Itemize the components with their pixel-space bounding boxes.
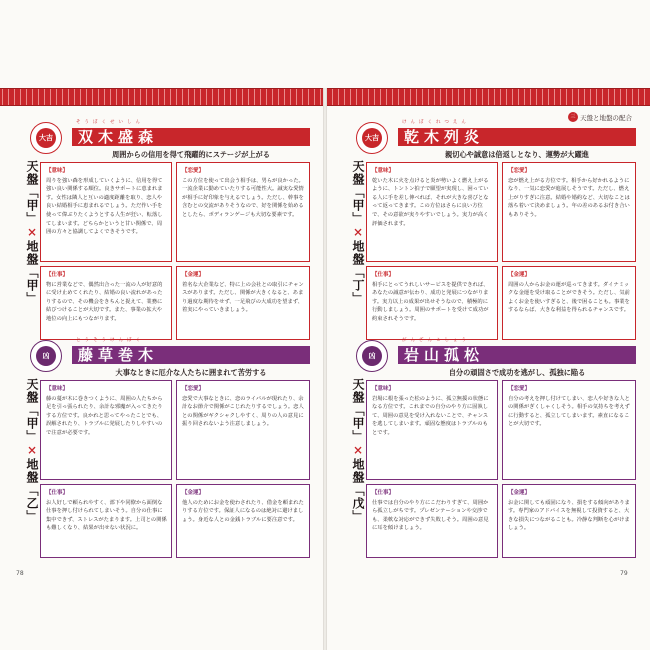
block-title: 双木盛森 [78,128,159,146]
page-number-left: 78 [16,570,24,577]
block-subtitle: 自分の頑固さで成功を逃がし、孤独に陥る [448,368,586,377]
vertical-combination: 天盤「甲」×地盤「甲」 [25,160,39,305]
running-title: 天盤と地盤の配合 [580,113,632,122]
section-love: 【恋愛】 自分の考えを押し付けてしまい、恋人や好きな人との関係がぎくしゃくしそう。相手の気持ちを考えずに行動すると、孤立してしまいます。素直になることが大切です。 [502,380,636,480]
fortune-block-sobokuseishin [14,120,310,345]
section-love: 【恋愛】 この方位を使って出会う相手は、男らが良かった。一流企業に勤めていたりする可能性大。誠実な愛情が相手に好印象を与えるでしょう。ただし、幹事を含むとの交流がありそうなので、好を関係を始めるとしたら、ボディランゲージも大切な要素です。 [176,162,310,262]
section-meaning: 【意味】 周りを強い森を形成していくように、信用を得て強い良い関係する順位。良きサポートに恵まれます。女性は隣人と互いの適度距離を取り、恋人や良い結婚相手に恵まれるでしょう。ただ作い手を使って偉ぶりたくようとする人生が狂い、転落してしまいます。どちらかというと甘い関係で、周囲の方々と協調してよくできそうです。 [40,162,172,262]
section-money: 【金運】 お金に関しても頑固になり、損をする傾向があります。専門家のアドバイスを無視して投資すると、大きな損失につながることも。冷静な判断を心がけましょう。 [502,484,636,558]
block-title: 藤草巻木 [78,346,159,364]
fortune-block-kenbokuretsuen [340,120,636,345]
section-money: 【金運】 周囲の人からお金の運が巡ってきます。ダイナミックな金運を受け取ることができそう。ただし、気前よくお金を使いすぎると、後で困ることも。事業をするならば、大きな利益を得られるチャンスです。 [502,266,636,340]
section-money: 【金運】 着名な大企業など、特に上の会社との取引にチャンスがあります。ただし、関係が大きくなると、あまり過度な期待をせず、一足飛びの大成功を望まず、着実にやっていきましょう。 [176,266,310,340]
fortune-badge: 凶 [24,338,68,378]
fortune-badge: 大吉 [24,120,68,160]
section-love: 【恋愛】 恋が燃え上がる方位です。相手から好かれるようになり、一気に恋愛が進展しそうです。ただし、燃え上がりすぎに注意。結婚や婚約など、大切なことは落ち着いて決めましょう。年の差のあるお付き合いもありそう。 [502,162,636,262]
block-subtitle: 周囲からの信用を得て飛躍的にステージが上がる [112,150,270,159]
section-money: 【金運】 他人のためにお金を使わされたり、借金を頼まれたりする方位です。保証人になるのは絶対に避けましょう。身近な人との金銭トラブルに要注意です。 [176,484,310,558]
fortune-badge: 凶 [350,338,394,378]
section-meaning: 【意味】 藤の蔓が木に巻きつくように、周囲の人たちから足を引っ張られたり、余計な邪魔が入ってきたりする方位です。良かれと思ってやったことでも、誤解されたり、トラブルに発展したりしやすいので注意が必要です。 [40,380,172,480]
section-love: 【恋愛】 恋愛で大事なときに、恋のライバルが現れたり、余計なお節介で関係がこじれたりするでしょう。恋人との関係がギクシャクしやすく、周りの人の意見に振り回されないよう注意しましょう。 [176,380,310,480]
fortune-block-tousoukenboku [14,338,310,563]
fortune-badge: 大吉 [350,120,394,160]
vertical-combination: 天盤「甲」×地盤「乙」 [25,378,39,523]
title-ruby: とうそうけんぼく [76,338,144,343]
chapter-number-badge: 三 [568,112,578,122]
block-subtitle: 親切心や誠意は倍返しとなり、運勢が大躍進 [445,150,589,159]
section-work: 【仕事】 仕事では自分のやり方にこだわりすぎて、周囲から孤立しがちです。プレゼンテーションや交渉でも、柔軟な対応ができず失敗しそう。周囲の意見に耳を傾けましょう。 [366,484,498,558]
block-title: 乾木列炎 [404,128,485,146]
block-subtitle: 大事なときに厄介な人たちに囲まれて苦労する [115,368,267,377]
section-work: 【仕事】 お人好しで頼られやすく、部下や同僚から面倒な仕事を押し付けられてしまいそう。自分の仕事に集中できず、ストレスがたまります。上司との関係も難しくなり、結果が出せない状況に。 [40,484,172,558]
fortune-block-ganzankoshou [340,338,636,563]
vertical-combination: 天盤「甲」×地盤「戊」 [351,378,365,523]
title-ruby: がんざんこしょう [402,338,470,343]
vertical-combination: 天盤「甲」×地盤「丁」 [351,160,365,305]
section-work: 【仕事】 相手にとってうれしいサービスを提供できれば、あなたの誠意が伝わり、成功と発展につながります。実力以上の成果が出せそうなので、積極的に行動しましょう。周囲のサポートを受けて成功が約束されそうです。 [366,266,498,340]
section-meaning: 【意味】 岩場に根を張った松のように、孤立無援の状態になる方位です。これまでの自分のやり方に固執して、周囲の意見を受け入れないことで、チャンスを逃してしまいます。頑固な態度はトラブルのもとです。 [366,380,498,480]
section-meaning: 【意味】 乾いた木に火を点けると炎が勢いよく燃え上がるように、トントン拍子で願望が実現し、困っている人に手を差し伸べれば、それが大きな喜びとなって返ってきます。この方位はさらに良い方位で、その意欲が実りやすいでしょう。実力が高く評価されます。 [366,162,498,262]
section-work: 【仕事】 物に営業などで、偶然出合った一流の人が好意的に受け止めてくれたり、結婚の良い流れがあったりするので、その機会をきちんと捉えて、業務に結びつけることが大切です。また、事業の拡大や地位の向上にもつながります。 [40,266,172,340]
page-gutter [323,88,327,650]
title-ruby: そうぼくせいしん [76,120,144,125]
page-number-right: 79 [620,570,628,577]
title-ruby: けんぼくれつえん [402,120,470,125]
block-title: 岩山孤松 [404,346,485,364]
